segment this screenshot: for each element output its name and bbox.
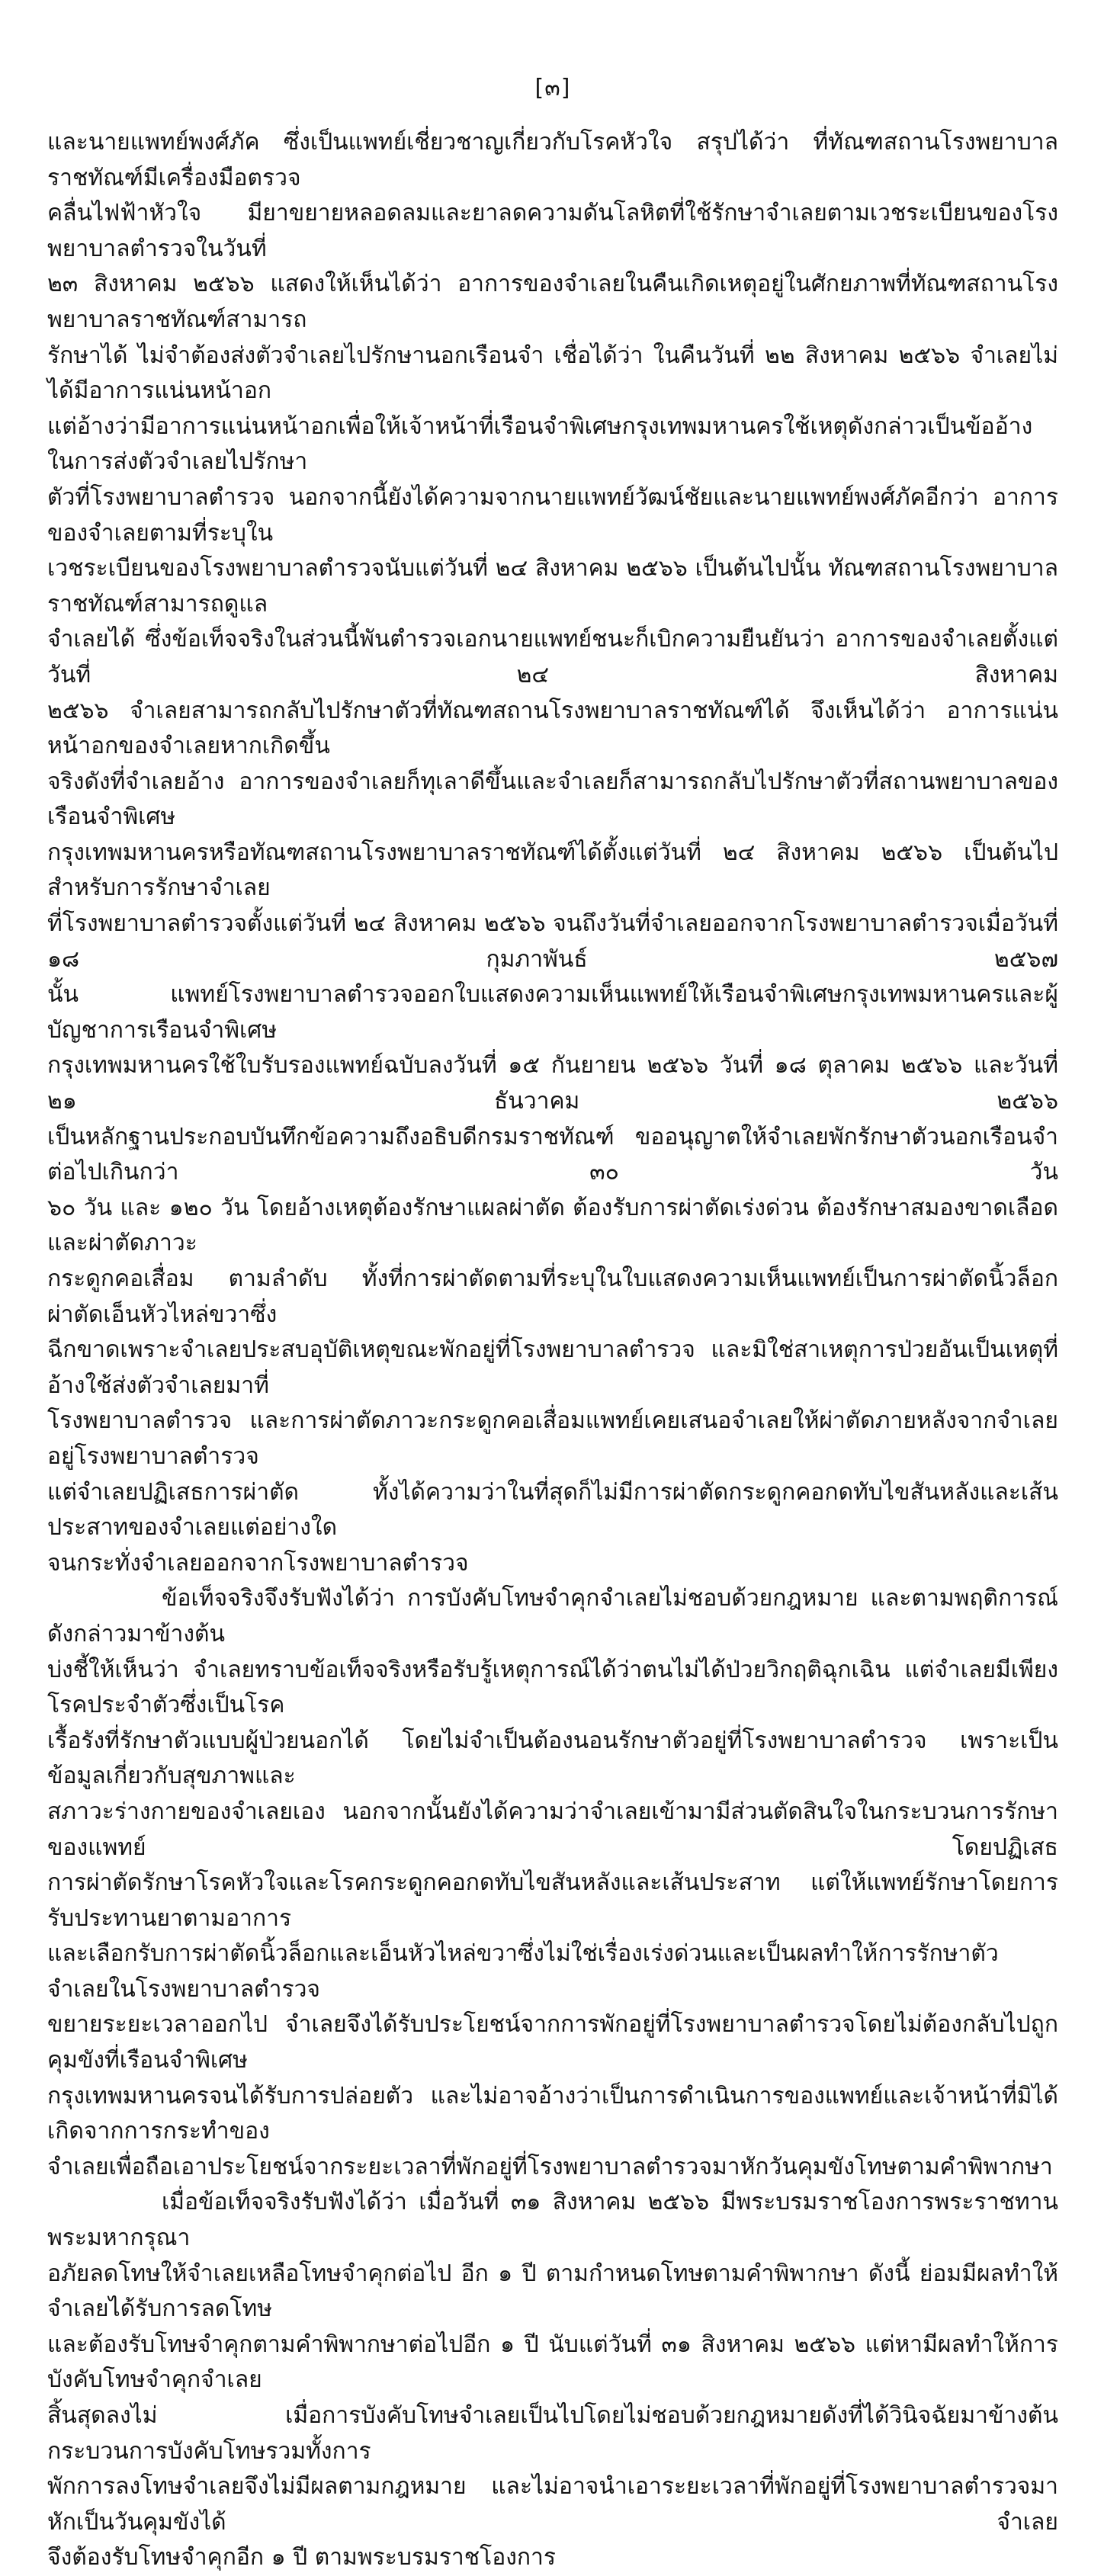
text-line: เรื้อรังที่รักษาตัวแบบผู้ป่วยนอกได้ โดยไม่จำเป็นต้องนอนรักษาตัวอยู่ที่โรงพยาบาลตำรวจ เพราะเป็นข้อมูลเกี่ยวกับสุขภาพและ [47, 1727, 1058, 1790]
text-line: จำเลยได้ ซึ่งข้อเท็จจริงในส่วนนี้พันตำรวจเอกนายแพทย์ชนะก็เบิกความยืนยันว่า อาการของจำเลยตั้งแต่วันที่ ๒๔ สิงหาคม [47, 626, 1058, 688]
document-body [47, 125, 1058, 2576]
text-line: เวชระเบียนของโรงพยาบาลตำรวจนับแต่วันที่ ๒๔ สิงหาคม ๒๕๖๖ เป็นต้นไปนั้น ทัณฑสถานโรงพยาบาลราชทัณฑ์สามารถดูแล [47, 555, 1058, 618]
page-number: [๓] [534, 75, 571, 101]
text-line: จึงต้องรับโทษจำคุกอีก ๑ ปี ตามพระบรมราชโองการ [47, 2544, 556, 2571]
text-line: และนายแพทย์พงศ์ภัค ซึ่งเป็นแพทย์เชี่ยวชาญเกี่ยวกับโรคหัวใจ สรุปได้ว่า ที่ทัณฑสถานโรงพยาบาลราชทัณฑ์มีเครื่องมือตรวจ [47, 129, 1058, 191]
paragraph [47, 1581, 1058, 2185]
text-line: พักการลงโทษจำเลยจึงไม่มีผลตามกฎหมาย และไม่อาจนำเอาระยะเวลาที่พักอยู่ที่โรงพยาบาลตำรวจมาหักเป็นวันคุมขังได้ จำเลย [47, 2473, 1058, 2536]
text-line: รักษาได้ ไม่จำต้องส่งตัวจำเลยไปรักษานอกเรือนจำ เชื่อได้ว่า ในคืนวันที่ ๒๒ สิงหาคม ๒๕๖๖ จำเลยไม่ได้มีอาการแน่นหน้าอก [47, 342, 1058, 405]
text-line: บ่งชี้ให้เห็นว่า จำเลยทราบข้อเท็จจริงหรือรับรู้เหตุการณ์ได้ว่าตนไม่ได้ป่วยวิกฤติฉุกเฉิน แต่จำเลยมีเพียงโรคประจำตัวซึ่งเป็นโรค [47, 1656, 1058, 1719]
text-line: ฉีกขาดเพราะจำเลยประสบอุบัติเหตุขณะพักอยู่ที่โรงพยาบาลตำรวจ และมิใช่สาเหตุการป่วยอันเป็นเหตุที่อ้างใช้ส่งตัวจำเลยมาที่ [47, 1336, 1058, 1399]
text-line: กรุงเทพมหานครหรือทัณฑสถานโรงพยาบาลราชทัณฑ์ได้ตั้งแต่วันที่ ๒๔ สิงหาคม ๒๕๖๖ เป็นต้นไป สำหรับการรักษาจำเลย [47, 839, 1058, 902]
text-line: โรงพยาบาลตำรวจ และการผ่าตัดภาวะกระดูกคอเสื่อมแพทย์เคยเสนอจำเลยให้ผ่าตัดภายหลังจากจำเลยอยู่โรงพยาบาลตำรวจ [47, 1407, 1058, 1470]
text-line: กรุงเทพมหานครใช้ใบรับรองแพทย์ฉบับลงวันที่ ๑๕ กันยายน ๒๕๖๖ วันที่ ๑๘ ตุลาคม ๒๕๖๖ และวันที่ ๒๑ ธันวาคม ๒๕๖๖ [47, 1052, 1058, 1115]
text-line: ๒๕๖๖ จำเลยสามารถกลับไปรักษาตัวที่ทัณฑสถานโรงพยาบาลราชทัณฑ์ได้ จึงเห็นได้ว่า อาการแน่นหน้าอกของจำเลยหากเกิดขึ้น [47, 697, 1058, 760]
text-line: สิ้นสุดลงไม่ เมื่อการบังคับโทษจำเลยเป็นไปโดยไม่ชอบด้วยกฎหมายดังที่ได้วินิจฉัยมาข้างต้น กระบวนการบังคับโทษรวมทั้งการ [47, 2402, 1058, 2465]
text-line: จนกระทั่งจำเลยออกจากโรงพยาบาลตำรวจ [47, 1549, 469, 1577]
text-line: กรุงเทพมหานครจนได้รับการปล่อยตัว และไม่อาจอ้างว่าเป็นการดำเนินการของแพทย์และเจ้าหน้าที่มิได้เกิดจากการกระทำของ [47, 2082, 1058, 2145]
text-line: และต้องรับโทษจำคุกตามคำพิพากษาต่อไปอีก ๑ ปี นับแต่วันที่ ๓๑ สิงหาคม ๒๕๖๖ แต่หามีผลทำให้การบังคับโทษจำคุกจำเลย [47, 2331, 1058, 2394]
text-line: ตัวที่โรงพยาบาลตำรวจ นอกจากนี้ยังได้ความจากนายแพทย์วัฒน์ชัยและนายแพทย์พงศ์ภัคอีกว่า อาการของจำเลยตามที่ระบุใน [47, 483, 1058, 547]
text-line: ข้อเท็จจริงจึงรับฟังได้ว่า การบังคับโทษจำคุกจำเลยไม่ชอบด้วยกฎหมาย และตามพฤติการณ์ดังกล่าวมาข้างต้น [47, 1585, 1058, 1647]
paragraph [47, 2185, 1058, 2576]
text-line: คลื่นไฟฟ้าหัวใจ มียาขยายหลอดลมและยาลดความดันโลหิตที่ใช้รักษาจำเลยตามเวชระเบียนของโรงพยาบาลตำรวจในวันที่ [47, 200, 1058, 262]
text-line: การผ่าตัดรักษาโรคหัวใจและโรคกระดูกคอกดทับไขสันหลังและเส้นประสาท แต่ให้แพทย์รักษาโดยการรับประทานยาตามอาการ [47, 1869, 1058, 1932]
text-line: แต่อ้างว่ามีอาการแน่นหน้าอกเพื่อให้เจ้าหน้าที่เรือนจำพิเศษกรุงเทพมหานครใช้เหตุดังกล่าวเป็นข้ออ้างในการส่งตัวจำเลยไปรักษา [47, 412, 1033, 476]
text-line: ๖๐ วัน และ ๑๒๐ วัน โดยอ้างเหตุต้องรักษาแผลผ่าตัด ต้องรับการผ่าตัดเร่งด่วน ต้องรักษาสมองขาดเลือดและผ่าตัดภาวะ [47, 1194, 1058, 1257]
text-line: นั้น แพทย์โรงพยาบาลตำรวจออกใบแสดงความเห็นแพทย์ให้เรือนจำพิเศษกรุงเทพมหานครและผู้บัญชาการเรือนจำพิเศษ [47, 981, 1058, 1044]
text-line: กระดูกคอเสื่อม ตามลำดับ ทั้งที่การผ่าตัดตามที่ระบุในใบแสดงความเห็นแพทย์เป็นการผ่าตัดนิ้วล็อก ผ่าตัดเอ็นหัวไหล่ขวาซึ่ง [47, 1266, 1058, 1328]
text-line: อภัยลดโทษให้จำเลยเหลือโทษจำคุกต่อไป อีก ๑ ปี ตามกำหนดโทษตามคำพิพากษา ดังนี้ ย่อมมีผลทำให้จำเลยได้รับการลดโทษ [47, 2260, 1058, 2323]
text-line: ขยายระยะเวลาออกไป จำเลยจึงได้รับประโยชน์จากการพักอยู่ที่โรงพยาบาลตำรวจโดยไม่ต้องกลับไปถูกคุมขังที่เรือนจำพิเศษ [47, 2011, 1058, 2074]
text-line: เมื่อข้อเท็จจริงรับฟังได้ว่า เมื่อวันที่ ๓๑ สิงหาคม ๒๕๖๖ มีพระบรมราชโองการพระราชทานพระมหากรุณา [47, 2189, 1058, 2252]
text-line: สภาวะร่างกายของจำเลยเอง นอกจากนั้นยังได้ความว่าจำเลยเข้ามามีส่วนตัดสินใจในกระบวนการรักษาของแพทย์ โดยปฏิเสธ [47, 1798, 1058, 1861]
text-line: ๒๓ สิงหาคม ๒๕๖๖ แสดงให้เห็นได้ว่า อาการของจำเลยในคืนเกิดเหตุอยู่ในศักยภาพที่ทัณฑสถานโรงพยาบาลราชทัณฑ์สามารถ [47, 271, 1058, 333]
text-line: เป็นหลักฐานประกอบบันทึกข้อความถึงอธิบดีกรมราชทัณฑ์ ขออนุญาตให้จำเลยพักรักษาตัวนอกเรือนจำต่อไปเกินกว่า ๓๐ วัน [47, 1123, 1058, 1186]
text-line: ที่โรงพยาบาลตำรวจตั้งแต่วันที่ ๒๔ สิงหาคม ๒๕๖๖ จนถึงวันที่จำเลยออกจากโรงพยาบาลตำรวจเมื่อวันที่ ๑๘ กุมภาพันธ์ ๒๕๖๗ [47, 910, 1058, 973]
text-line: และเลือกรับการผ่าตัดนิ้วล็อกและเอ็นหัวไหล่ขวาซึ่งไม่ใช่เรื่องเร่งด่วนและเป็นผลทำให้การรักษาตัวจำเลยในโรงพยาบาลตำรวจ [47, 1940, 999, 2003]
text-line: จริงดังที่จำเลยอ้าง อาการของจำเลยก็ทุเลาดีขึ้นและจำเลยก็สามารถกลับไปรักษาตัวที่สถานพยาบาลของเรือนจำพิเศษ [47, 768, 1058, 831]
text-line: จำเลยเพื่อถือเอาประโยชน์จากระยะเวลาที่พักอยู่ที่โรงพยาบาลตำรวจมาหักวันคุมขังโทษตามคำพิพากษา [47, 2153, 1053, 2180]
text-line: แต่จำเลยปฏิเสธการผ่าตัด ทั้งได้ความว่าในที่สุดก็ไม่มีการผ่าตัดกระดูกคอกดทับไขสันหลังและเส้นประสาทของจำเลยแต่อย่างใด [47, 1478, 1058, 1541]
paragraph [47, 125, 1058, 1581]
